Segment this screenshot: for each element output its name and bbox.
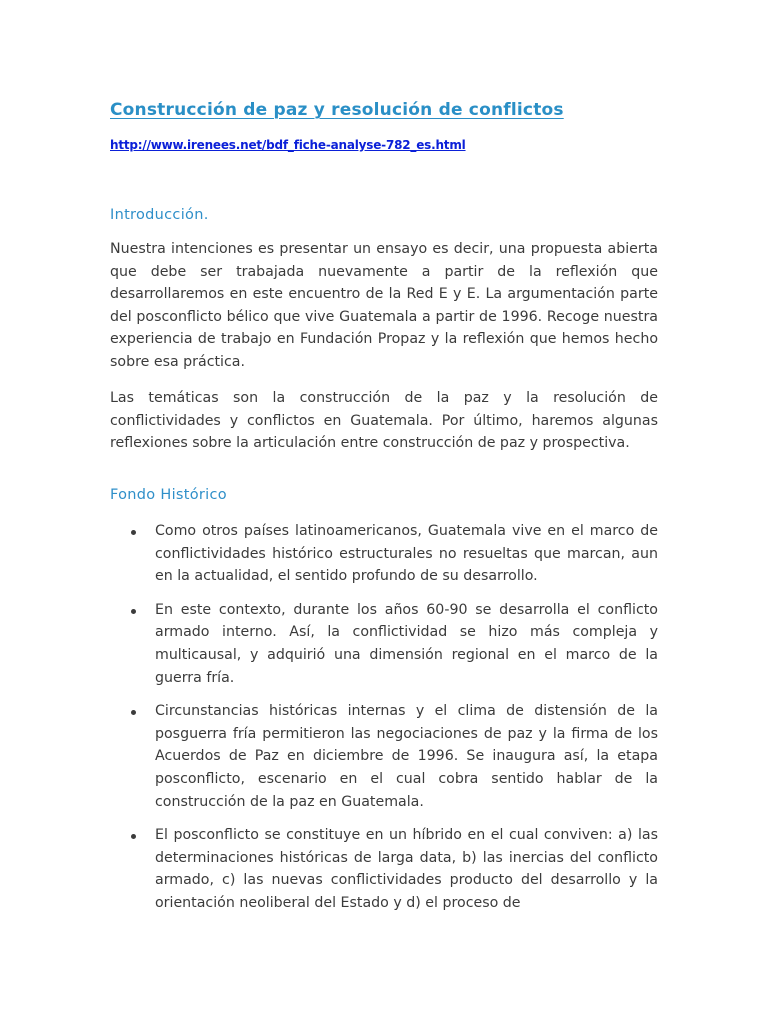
bullet-icon bbox=[131, 710, 136, 715]
list-item bbox=[110, 520, 658, 588]
bullet-icon bbox=[131, 609, 136, 614]
section-heading-fondo-historico: Fondo Histórico bbox=[110, 487, 227, 503]
intro-paragraph: Las temáticas son la construcción de la paz y la resolución de conflictividades y conflictos en Guatemala. Por último, haremos algunas reflexiones sobre la articulación entre construcción de paz y prospectiva. bbox=[110, 390, 658, 452]
section-heading-introduccion: Introducción. bbox=[110, 207, 209, 223]
list-item-text: El posconflicto se constituye en un híbrido en el cual conviven: a) las determinaciones históricas de larga data, b) las inercias del conflicto armado, c) las nuevas conflictividades producto del desarrollo y la orientación neoliberal del Estado y d) el proceso de bbox=[155, 827, 658, 911]
intro-paragraph: Nuestra intenciones es presentar un ensayo es decir, una propuesta abierta que debe ser trabajada nuevamente a partir de la reflexión que desarrollaremos en este encuentro de la Red E y E. La argumentación parte del posconflicto bélico que vive Guatemala a partir de 1996. Recoge nuestra experiencia de trabajo en Fundación Propaz y la reflexión que hemos hecho sobre esa práctica. bbox=[110, 241, 658, 370]
list-item-text: Como otros países latinoamericanos, Guatemala vive en el marco de conflictividades histórico estructurales no resueltas que marcan, aun en la actualidad, el sentido profundo de su desarrollo. bbox=[155, 523, 658, 585]
source-url-link[interactable]: http://www.irenees.net/bdf_fiche-analyse-782_es.html bbox=[110, 138, 466, 152]
list-item bbox=[110, 599, 658, 689]
fondo-historico-bullet-list bbox=[110, 520, 658, 926]
list-item-text: Circunstancias históricas internas y el clima de distensión de la posguerra fría permitieron las negociaciones de paz y la firma de los Acuerdos de Paz en diciembre de 1996. Se inaugura así, la etapa posconflicto, escenario en el cual cobra sentido hablar de la construcción de la paz en Guatemala. bbox=[155, 703, 658, 810]
document-title: Construcción de paz y resolución de conflictos bbox=[110, 100, 564, 120]
bullet-icon bbox=[131, 530, 136, 535]
list-item bbox=[110, 824, 658, 914]
list-item bbox=[110, 700, 658, 813]
list-item-text: En este contexto, durante los años 60-90 se desarrolla el conflicto armado interno. Así, la conflictividad se hizo más compleja y multicausal, y adquirió una dimensión regional en el marco de la guerra fría. bbox=[155, 601, 658, 686]
bullet-icon bbox=[131, 834, 136, 839]
